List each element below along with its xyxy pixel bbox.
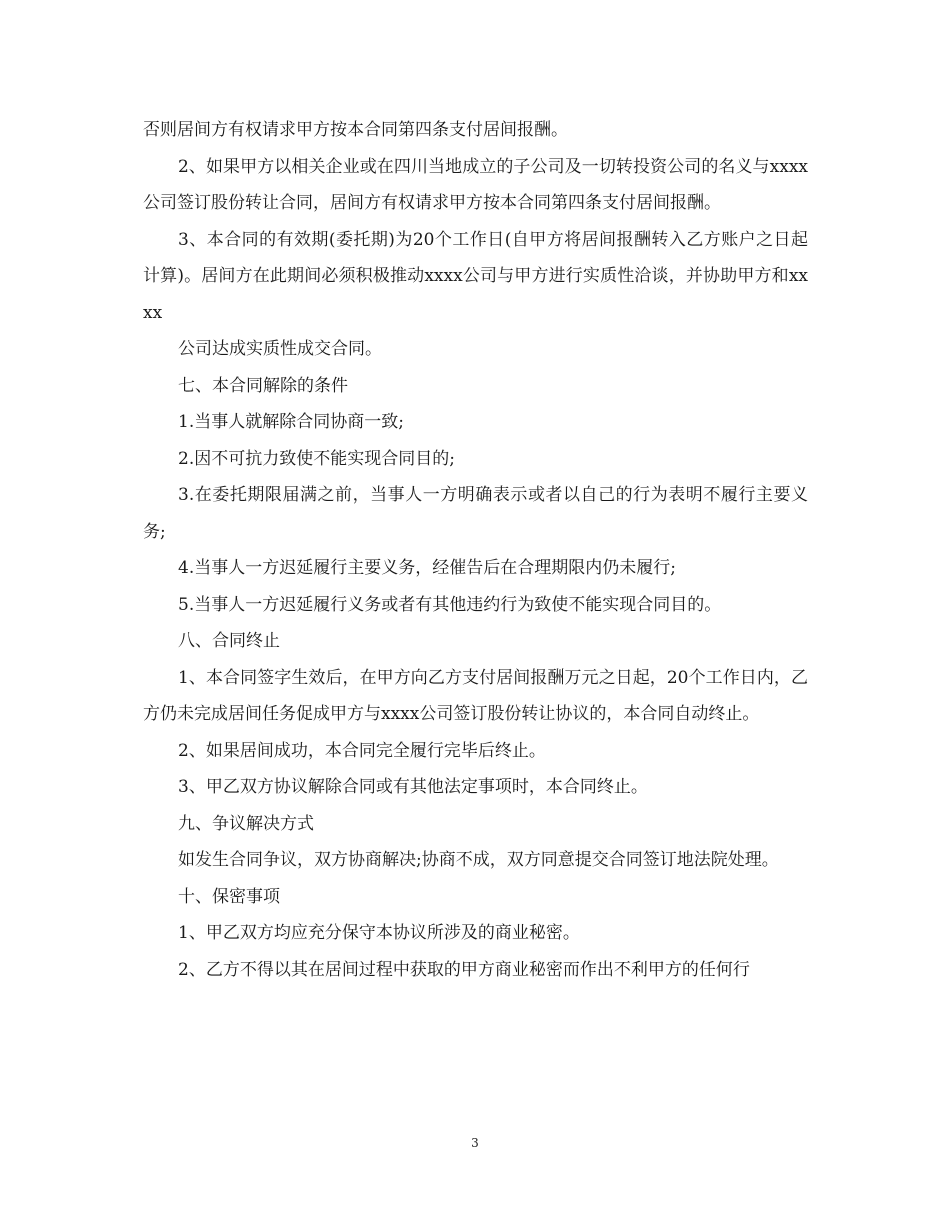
paragraph: 2、如果甲方以相关企业或在四川当地成立的子公司及一切转投资公司的名义与xxxx公司签订股份转让合同，居间方有权请求甲方按本合同第四条支付居间报酬。 xyxy=(143,156,808,213)
paragraph: 4.当事人一方迟延履行主要义务，经催告后在合理期限内仍未履行; xyxy=(178,558,676,578)
paragraph: 否则居间方有权请求甲方按本合同第四条支付居间报酬。 xyxy=(143,120,568,140)
section-heading: 十、保密事项 xyxy=(178,886,280,907)
paragraph: 3.在委托期限届满之前，当事人一方明确表示或者以自己的行为表明不履行主要义务; xyxy=(143,485,808,542)
paragraph: 1.当事人就解除合同协商一致; xyxy=(178,412,404,432)
paragraph: 5.当事人一方迟延履行义务或者有其他违约行为致使不能实现合同目的。 xyxy=(178,594,722,615)
section-heading: 九、争议解决方式 xyxy=(178,813,314,834)
paragraph: 1、本合同签字生效后，在甲方向乙方支付居间报酬万元之日起，20个工作日内，乙方仍未完成居间任务促成甲方与xxxx公司签订股份转让协议的，本合同自动终止。 xyxy=(143,667,808,724)
paragraph: 2、乙方不得以其在居间过程中获取的甲方商业秘密而作出不利甲方的任何行 xyxy=(178,959,750,980)
paragraph: 3、甲乙双方协议解除合同或有其他法定事项时，本合同终止。 xyxy=(178,777,648,797)
document-body xyxy=(143,112,808,988)
paragraph: 1、甲乙双方均应充分保守本协议所涉及的商业秘密。 xyxy=(178,923,580,943)
paragraph: 2.因不可抗力致使不能实现合同目的; xyxy=(178,448,455,469)
paragraph: 如发生合同争议，双方协商解决;协商不成，双方同意提交合同签订地法院处理。 xyxy=(178,850,779,870)
paragraph: 公司达成实质性成交合同。 xyxy=(178,339,382,359)
section-heading: 八、合同终止 xyxy=(178,631,280,651)
section-heading: 七、本合同解除的条件 xyxy=(178,375,348,396)
paragraph: 3、本合同的有效期(委托期)为20个工作日(自甲方将居间报酬转入乙方账户之日起计算)。居间方在此期间必须积极推动xxxx公司与甲方进行实质性洽谈，并协助甲方和xxxx xyxy=(143,229,808,323)
paragraph: 2、如果居间成功，本合同完全履行完毕后终止。 xyxy=(178,740,546,761)
page-number: 3 xyxy=(471,1136,479,1150)
